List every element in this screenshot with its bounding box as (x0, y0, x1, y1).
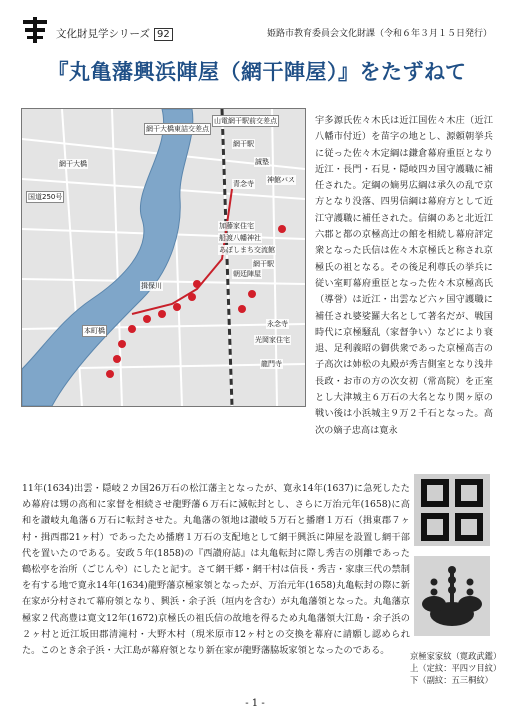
family-crests (410, 470, 496, 660)
crest-caption (410, 650, 500, 686)
intro-paragraph: 宇多源氏佐々木氏は近江国佐々木庄（近江八幡市付近）を苗字の地とし、源頼朝挙兵に従った佐々木定綱は鎌倉幕府重臣となり近江・長門・石見・隠岐四カ国守護職に補任された。定綱の嫡男広綱は承久の乱で京方となり没落、四男信綱は幕府方として近江守護職に補任された。信綱のあと北近江六郡と都の京極高辻の館を相続し幕府評定衆となった氏信は佐々木京極氏と称され京極氏の祖となる。その後足利尊氏の挙兵に従い室町幕府重臣となった佐々木京極高氏（導誉）は近江・出雲など六ヶ国守護職に補任され婆娑羅大名として著名だが、戦国時代に京極騒乱（家督争い）などにより衰退、足利義昭の御供衆であった京極高吉の子高次は姉松の丸殿が秀吉側室となり浅井長政・お市の方の次女初（常高院）を正室とし大津城主６万石の大名となり関ヶ原の戦い後は小浜城主９万２千石となった。高次の嫡子忠高は寛永 (315, 115, 493, 436)
main-paragraph: 11年(1634)出雲・隠岐２カ国26万石の松江藩主となったが、寛永14年(1637)に急死したため幕府は甥の高和に家督を相続させ龍野藩６万石に減転封とし、さらに万治元年(1658)に高和を讃岐丸亀藩６万石に転封させた。丸亀藩の領地は讃岐５万石と播磨１万石（揖東郡７ヶ村・揖西郡21ヶ村）であったため播磨１万石の支配地として網干興浜に陣屋を設置し網干部代を置いたのである。安政５年(1858)の『西讃府誌』は丸亀転封に際し秀吉の別離であった鶴松亭を治所（ごじんや）にしたと記す。さて網干郷・網干村は信長・秀吉・家康三代の禁制を有する地で寛永14年(1634)龍野藩京極家領となったが、万治元年(1658)丸亀転封の際に新在家が分村されて幕府領となり、興浜・余子浜（垣内を含む）が丸亀藩領となった。丸亀藩京極家２代高豊は寛文12年(1672)京極氏の祖氏信の故地を得るため丸亀藩領大江島・余子浜の２ヶ村と近江坂田郡清滝村・大野木村（現米原市12ヶ村との交換を幕府に請願し認められた。このとき余子浜・大江島が幕府領となり新在家が龍野藩脇坂家領となったのである。 (22, 483, 410, 657)
map (21, 108, 306, 407)
intro-text (315, 113, 493, 439)
map-label: 揖保川 (141, 282, 162, 290)
caption-line: 下（副紋：五三桐紋） (410, 675, 493, 685)
map-label: 朝廷陣屋 (233, 270, 261, 278)
map-label: 誠塾 (255, 158, 269, 166)
map-label: 網干大橋 (59, 160, 87, 168)
map-label: 永念寺 (267, 320, 288, 328)
logo-icon (22, 16, 48, 44)
map-label: 加藤家住宅 (219, 222, 254, 230)
map-label: 山電網干駅前交差点 (214, 117, 277, 125)
map-label: 神館バス (267, 176, 295, 184)
map-label: 光岡家住宅 (255, 336, 290, 344)
series-number: 92 (154, 28, 173, 41)
page-title: 『丸亀藩興浜陣屋（網干陣屋）』をたずねて (47, 60, 467, 84)
map-label: 青念寺 (233, 180, 254, 188)
page-number: - 1 - (245, 698, 265, 709)
publisher: 姫路市教育委員会文化財課（令和６年３月１５日発行） (266, 29, 492, 39)
map-label: 網干駅 (253, 260, 274, 268)
map-label: 国道250号 (28, 193, 63, 201)
series-name: 文化財見学シリーズ (56, 28, 150, 40)
series-label (56, 26, 173, 41)
gosan-kiri-crest-icon (414, 556, 490, 636)
main-text (22, 481, 410, 659)
caption-line: 上（定紋：平四ツ目紋） (410, 663, 502, 673)
header (22, 14, 492, 84)
hiraku-yotsume-crest-icon (414, 474, 490, 546)
map-label: 網干駅 (233, 140, 254, 148)
map-label: 龍門寺 (261, 360, 282, 368)
map-label: 船渡八幡神社 (219, 234, 261, 242)
caption-line: 京極家家紋（寛政武鑑） (410, 651, 502, 661)
map-label: 本町橋 (84, 327, 105, 335)
map-label: あぼしまち交流館 (219, 246, 275, 254)
map-label: 網干大橋東詰交差点 (146, 125, 209, 133)
